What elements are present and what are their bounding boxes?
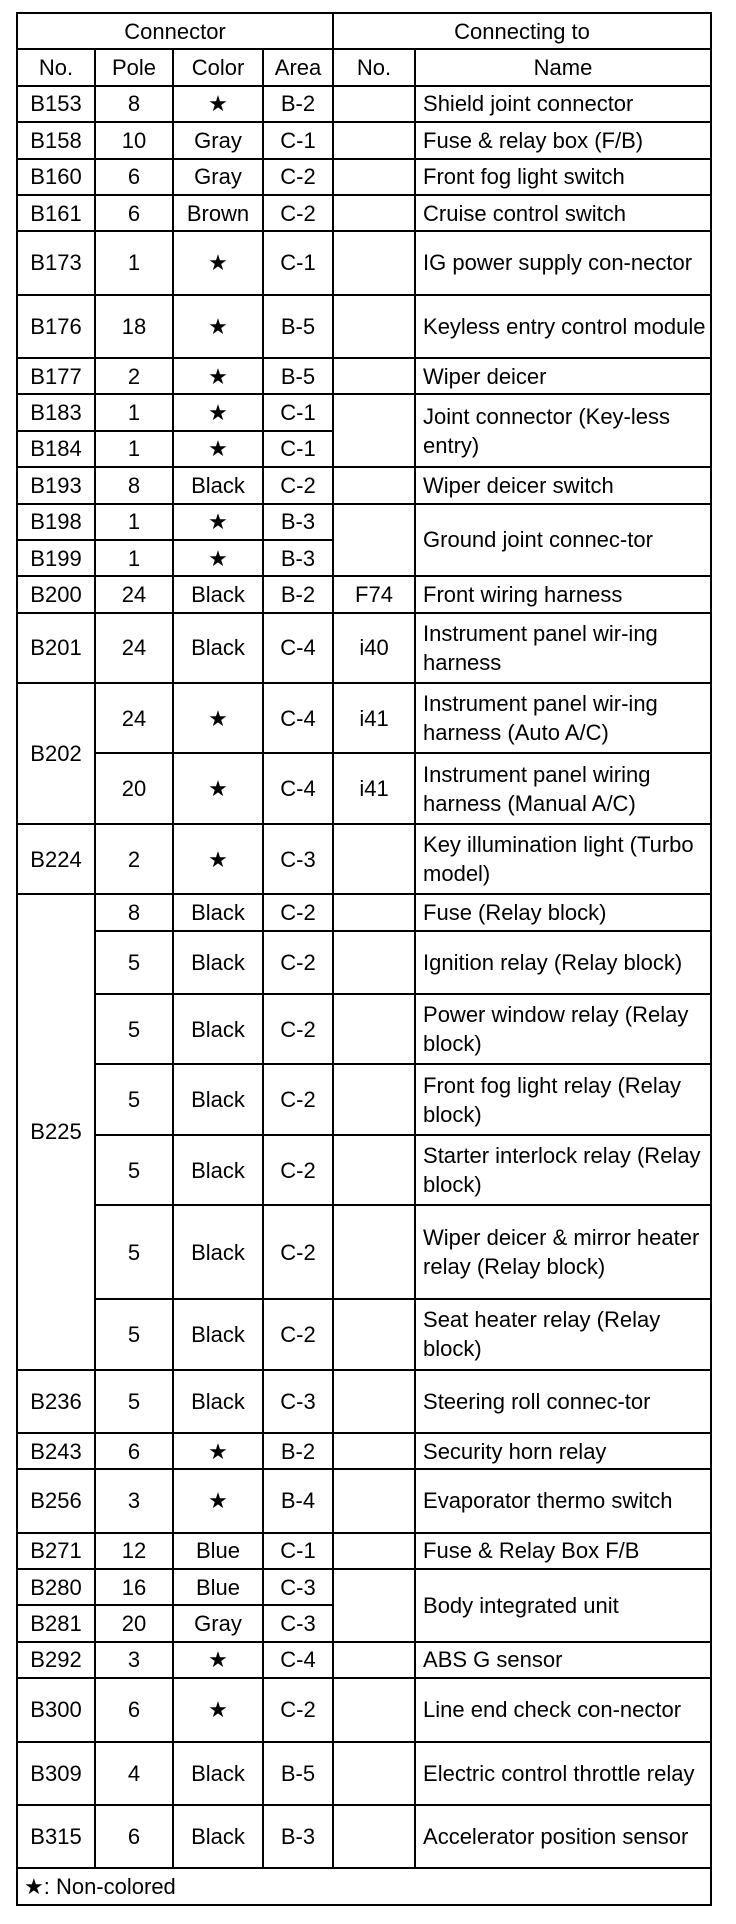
connecting-name: Keyless entry control module — [415, 295, 711, 358]
connector-no: B158 — [17, 122, 95, 158]
connector-color: ★ — [173, 1678, 263, 1741]
connecting-to-group-header: Connecting to — [333, 13, 711, 49]
connector-color: Brown — [173, 195, 263, 231]
table-row — [17, 358, 711, 394]
connector-no: B160 — [17, 159, 95, 195]
area-code: C-4 — [263, 683, 333, 753]
connecting-name: Front fog light relay (Relay block) — [415, 1064, 711, 1134]
pole-count: 1 — [95, 540, 173, 576]
area-code: B-5 — [263, 1742, 333, 1805]
pole-count: 5 — [95, 1064, 173, 1134]
connecting-no — [333, 824, 415, 894]
connector-no: B173 — [17, 231, 95, 294]
table-row — [17, 1205, 711, 1299]
connector-color: ★ — [173, 504, 263, 540]
connecting-name: IG power supply con-nector — [415, 231, 711, 294]
table-row — [17, 394, 711, 430]
table-row — [17, 1135, 711, 1205]
table-row — [17, 122, 711, 158]
connector-no: B224 — [17, 824, 95, 894]
pole-count: 1 — [95, 504, 173, 540]
area-code: C-2 — [263, 1205, 333, 1299]
pole-count: 1 — [95, 231, 173, 294]
pole-count: 8 — [95, 467, 173, 503]
connecting-no — [333, 231, 415, 294]
pole-count: 6 — [95, 159, 173, 195]
area-code: B-3 — [263, 1805, 333, 1868]
connecting-name: Ignition relay (Relay block) — [415, 931, 711, 994]
area-code: B-2 — [263, 1433, 333, 1469]
connecting-name: Fuse & relay box (F/B) — [415, 122, 711, 158]
table-row — [17, 1469, 711, 1532]
pole-count: 5 — [95, 1205, 173, 1299]
area-code: C-2 — [263, 994, 333, 1064]
table-row — [17, 1569, 711, 1605]
connector-color: Blue — [173, 1533, 263, 1569]
legend-row — [17, 1868, 711, 1905]
connecting-no — [333, 1678, 415, 1741]
area-code: B-3 — [263, 540, 333, 576]
table-row — [17, 994, 711, 1064]
connector-color: ★ — [173, 540, 263, 576]
col-header-connecting-no: No. — [333, 49, 415, 85]
pole-count: 24 — [95, 613, 173, 683]
table-row — [17, 753, 711, 823]
table-row — [17, 1805, 711, 1868]
connecting-no — [333, 122, 415, 158]
connecting-no — [333, 467, 415, 503]
table-row — [17, 1064, 711, 1134]
connector-no: B271 — [17, 1533, 95, 1569]
connecting-no — [333, 1533, 415, 1569]
table-row — [17, 86, 711, 122]
table-row — [17, 1533, 711, 1569]
connector-no: B198 — [17, 504, 95, 540]
area-code: C-1 — [263, 431, 333, 467]
connecting-name: Body integrated unit — [415, 1569, 711, 1642]
connector-color: Black — [173, 1742, 263, 1805]
pole-count: 6 — [95, 1433, 173, 1469]
table-row — [17, 824, 711, 894]
connector-color: Black — [173, 576, 263, 612]
connector-color: ★ — [173, 753, 263, 823]
table-row — [17, 231, 711, 294]
connecting-no — [333, 1805, 415, 1868]
connector-table — [16, 12, 712, 1906]
connecting-name: Shield joint connector — [415, 86, 711, 122]
connector-color: Black — [173, 1135, 263, 1205]
connecting-no — [333, 994, 415, 1064]
connector-no: B177 — [17, 358, 95, 394]
table-row — [17, 894, 711, 930]
connecting-no — [333, 159, 415, 195]
connecting-name: Key illumination light (Turbo model) — [415, 824, 711, 894]
legend-note: ★: Non-colored — [17, 1868, 711, 1905]
pole-count: 5 — [95, 994, 173, 1064]
connecting-name: Line end check con-nector — [415, 1678, 711, 1741]
area-code: B-2 — [263, 86, 333, 122]
area-code: C-1 — [263, 394, 333, 430]
connecting-no — [333, 86, 415, 122]
area-code: B-5 — [263, 358, 333, 394]
table-row — [17, 613, 711, 683]
area-code: C-3 — [263, 824, 333, 894]
area-code: C-1 — [263, 122, 333, 158]
connector-no: B243 — [17, 1433, 95, 1469]
pole-count: 20 — [95, 1605, 173, 1641]
area-code: C-2 — [263, 1135, 333, 1205]
pole-count: 6 — [95, 1805, 173, 1868]
connecting-no — [333, 894, 415, 930]
connecting-no: F74 — [333, 576, 415, 612]
pole-count: 8 — [95, 894, 173, 930]
connecting-no — [333, 1642, 415, 1678]
connector-color: ★ — [173, 231, 263, 294]
table-row — [17, 1642, 711, 1678]
connecting-no — [333, 1433, 415, 1469]
connector-no: B199 — [17, 540, 95, 576]
table-row — [17, 195, 711, 231]
connecting-name: Fuse (Relay block) — [415, 894, 711, 930]
area-code: C-3 — [263, 1370, 333, 1433]
pole-count: 3 — [95, 1469, 173, 1532]
connector-color: ★ — [173, 358, 263, 394]
connector-color: ★ — [173, 1469, 263, 1532]
connecting-no: i41 — [333, 683, 415, 753]
pole-count: 5 — [95, 1370, 173, 1433]
pole-count: 1 — [95, 394, 173, 430]
connecting-no — [333, 1064, 415, 1134]
pole-count: 16 — [95, 1569, 173, 1605]
connector-no: B292 — [17, 1642, 95, 1678]
pole-count: 2 — [95, 824, 173, 894]
area-code: C-2 — [263, 159, 333, 195]
area-code: C-2 — [263, 467, 333, 503]
table-row — [17, 1742, 711, 1805]
connecting-no — [333, 1742, 415, 1805]
table-row — [17, 1370, 711, 1433]
connecting-name: Electric control throttle relay — [415, 1742, 711, 1805]
table-row — [17, 159, 711, 195]
connector-no: B201 — [17, 613, 95, 683]
area-code: B-5 — [263, 295, 333, 358]
connecting-name: Fuse & Relay Box F/B — [415, 1533, 711, 1569]
connecting-name: Security horn relay — [415, 1433, 711, 1469]
connector-color: Black — [173, 931, 263, 994]
pole-count: 4 — [95, 1742, 173, 1805]
connector-color: Black — [173, 1205, 263, 1299]
connecting-no — [333, 1299, 415, 1369]
area-code: B-2 — [263, 576, 333, 612]
connecting-name: Power window relay (Relay block) — [415, 994, 711, 1064]
connector-no: B153 — [17, 86, 95, 122]
connecting-name: Starter interlock relay (Relay block) — [415, 1135, 711, 1205]
pole-count: 5 — [95, 931, 173, 994]
connecting-name: Accelerator position sensor — [415, 1805, 711, 1868]
area-code: B-3 — [263, 504, 333, 540]
column-header-row — [17, 49, 711, 85]
connector-color: Blue — [173, 1569, 263, 1605]
connecting-no — [333, 394, 415, 467]
pole-count: 6 — [95, 195, 173, 231]
connecting-name: Front wiring harness — [415, 576, 711, 612]
connecting-no — [333, 1205, 415, 1299]
col-header-color: Color — [173, 49, 263, 85]
connecting-no — [333, 295, 415, 358]
connecting-no — [333, 504, 415, 577]
connector-no: B236 — [17, 1370, 95, 1433]
connector-color: Gray — [173, 1605, 263, 1641]
connector-no: B280 — [17, 1569, 95, 1605]
col-header-pole: Pole — [95, 49, 173, 85]
connecting-name: Instrument panel wiring harness (Manual A/C) — [415, 753, 711, 823]
connector-no: B281 — [17, 1605, 95, 1641]
connecting-name: Wiper deicer & mirror heater relay (Relay block) — [415, 1205, 711, 1299]
connecting-no — [333, 358, 415, 394]
pole-count: 8 — [95, 86, 173, 122]
connector-color: Black — [173, 467, 263, 503]
pole-count: 10 — [95, 122, 173, 158]
connector-no: B183 — [17, 394, 95, 430]
connecting-name: Cruise control switch — [415, 195, 711, 231]
connecting-name: ABS G sensor — [415, 1642, 711, 1678]
connector-color: ★ — [173, 86, 263, 122]
connecting-name: Instrument panel wir-ing harness (Auto A/C) — [415, 683, 711, 753]
area-code: C-4 — [263, 1642, 333, 1678]
connector-no: B315 — [17, 1805, 95, 1868]
area-code: C-2 — [263, 1299, 333, 1369]
col-header-area: Area — [263, 49, 333, 85]
table-row — [17, 467, 711, 503]
area-code: C-2 — [263, 1678, 333, 1741]
connector-no: B300 — [17, 1678, 95, 1741]
col-header-name: Name — [415, 49, 711, 85]
connector-no: B309 — [17, 1742, 95, 1805]
connecting-no — [333, 1469, 415, 1532]
connector-color: ★ — [173, 295, 263, 358]
area-code: C-1 — [263, 231, 333, 294]
connecting-name: Joint connector (Key-less entry) — [415, 394, 711, 467]
connector-no: B184 — [17, 431, 95, 467]
table-row — [17, 931, 711, 994]
connector-color: ★ — [173, 824, 263, 894]
connecting-name: Wiper deicer — [415, 358, 711, 394]
table-row — [17, 576, 711, 612]
table-row — [17, 504, 711, 540]
pole-count: 1 — [95, 431, 173, 467]
pole-count: 5 — [95, 1299, 173, 1369]
col-header-no: No. — [17, 49, 95, 85]
connecting-no — [333, 931, 415, 994]
connecting-name: Evaporator thermo switch — [415, 1469, 711, 1532]
connector-color: Black — [173, 613, 263, 683]
connecting-name: Ground joint connec-tor — [415, 504, 711, 577]
connector-color: Gray — [173, 122, 263, 158]
connector-no: B161 — [17, 195, 95, 231]
connecting-name: Front fog light switch — [415, 159, 711, 195]
connecting-no: i40 — [333, 613, 415, 683]
area-code: C-2 — [263, 894, 333, 930]
pole-count: 18 — [95, 295, 173, 358]
area-code: B-4 — [263, 1469, 333, 1532]
area-code: C-2 — [263, 931, 333, 994]
connector-no: B225 — [17, 894, 95, 1369]
group-header-row — [17, 13, 711, 49]
pole-count: 5 — [95, 1135, 173, 1205]
connector-color: ★ — [173, 431, 263, 467]
connecting-no — [333, 1135, 415, 1205]
area-code: C-2 — [263, 195, 333, 231]
connector-color: ★ — [173, 394, 263, 430]
connecting-name: Seat heater relay (Relay block) — [415, 1299, 711, 1369]
area-code: C-4 — [263, 613, 333, 683]
pole-count: 6 — [95, 1678, 173, 1741]
pole-count: 2 — [95, 358, 173, 394]
table-row — [17, 1433, 711, 1469]
connector-color: ★ — [173, 1433, 263, 1469]
connecting-no: i41 — [333, 753, 415, 823]
connector-color: Gray — [173, 159, 263, 195]
connector-no: B200 — [17, 576, 95, 612]
pole-count: 3 — [95, 1642, 173, 1678]
table-row — [17, 295, 711, 358]
connector-color: Black — [173, 994, 263, 1064]
area-code: C-4 — [263, 753, 333, 823]
connector-color: ★ — [173, 683, 263, 753]
connecting-name: Instrument panel wir-ing harness — [415, 613, 711, 683]
connector-no: B193 — [17, 467, 95, 503]
connector-color: Black — [173, 1299, 263, 1369]
area-code: C-2 — [263, 1064, 333, 1134]
area-code: C-1 — [263, 1533, 333, 1569]
pole-count: 24 — [95, 576, 173, 612]
connector-color: Black — [173, 1805, 263, 1868]
connecting-no — [333, 195, 415, 231]
connector-color: Black — [173, 1064, 263, 1134]
table-row — [17, 1299, 711, 1369]
connector-no: B256 — [17, 1469, 95, 1532]
connector-no: B176 — [17, 295, 95, 358]
connecting-name: Wiper deicer switch — [415, 467, 711, 503]
connector-color: Black — [173, 894, 263, 930]
connector-color: ★ — [173, 1642, 263, 1678]
connecting-no — [333, 1569, 415, 1642]
table-row — [17, 683, 711, 753]
table-row — [17, 1678, 711, 1741]
pole-count: 12 — [95, 1533, 173, 1569]
pole-count: 20 — [95, 753, 173, 823]
area-code: C-3 — [263, 1569, 333, 1605]
area-code: C-3 — [263, 1605, 333, 1641]
connecting-name: Steering roll connec-tor — [415, 1370, 711, 1433]
connecting-no — [333, 1370, 415, 1433]
connector-color: Black — [173, 1370, 263, 1433]
pole-count: 24 — [95, 683, 173, 753]
connector-no: B202 — [17, 683, 95, 824]
connector-group-header: Connector — [17, 13, 333, 49]
